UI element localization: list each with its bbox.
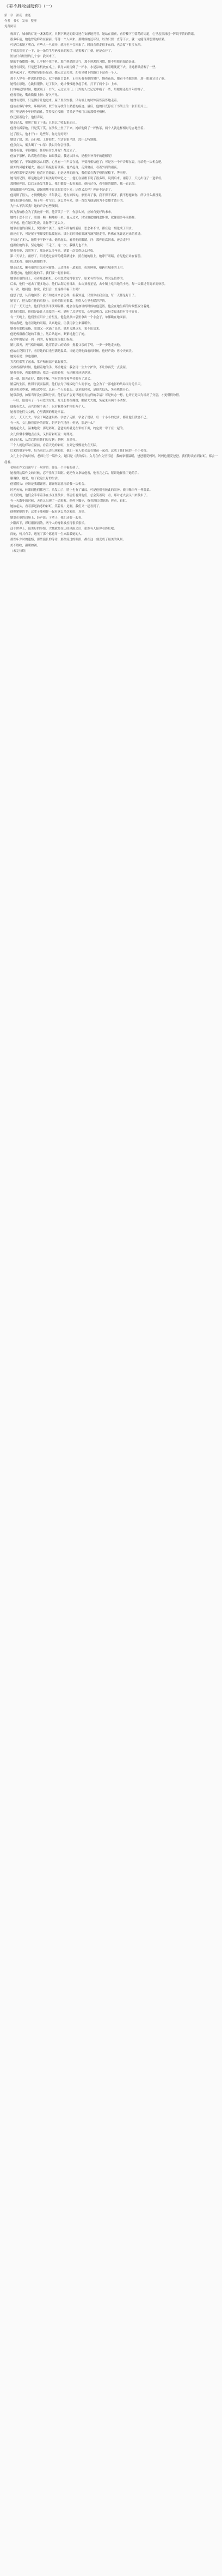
paragraph: 还记得那年夏天吗？他背对着她说，也是这样的雨夜，我们躲在教学楼的屋檐下，等雨停。 <box>10 172 129 175</box>
paragraph: 日子一天天过去，他们的生活平淡却温馨。她会在他加班的时候给他送饭，他会在她生病的时候整夜守着她。 <box>10 305 152 308</box>
paragraph: 他站在客厅中央，环顾四周，似乎在寻找什么熟悉的痕迹。最后，他的目光停在了书架上的一张旧照片上。 <box>10 105 150 108</box>
paragraph: 她没有说话，只是侧身让他进来。屋子里很安静，只有墙上的时钟滴答滴答地走着。 <box>10 99 120 103</box>
paragraph: 而她，何其有幸，遇见了那个愿意用一生来温暖她的人。 <box>10 533 84 537</box>
paragraph: 为什么不告诉我？她的声音有些哽咽。 <box>10 205 61 209</box>
paragraph: 她常常想，如果当年没有那场分别，他们会不会更早地拥有这样的幸福？可是转念一想，也许正是因为经历了分别，才更懂得珍惜。 <box>10 394 182 398</box>
paragraph: 她终于忍不住了，眼泪一颗一颗地掉下来。他走过来，轻轻地把她拥进怀里，就像很多年前那样。 <box>10 216 138 220</box>
paragraph: 有一次，她问他：你说，我们会一直这样幸福下去吗？ <box>10 288 82 292</box>
paragraph: 她的手指微微一颤，几乎握不住手机。那个熟悉的语气，那个熟悉的习惯，她不用猜也知道是谁。 <box>10 60 138 64</box>
paragraph: 有一天，女儿指着窗外的彩虹，奶声奶气地问：妈妈，那是什么？ <box>10 422 96 425</box>
paragraph: 很多年前，她也曾这样站在窗前，等待一个人回来。那时候她还年轻，以为只要一直等下去，就一定能等到想要的结果。 <box>10 38 168 42</box>
paragraph: 时光匆匆，转眼间他们都老了。头发白了，脸上也有了皱纹，可是他们看彼此的眼神，依旧像当年一样温柔。 <box>10 488 152 492</box>
paragraph: 她看着他们父女俩，心里满满的都是幸福。 <box>10 410 67 414</box>
paragraph: 那一刻，阳光正好，微风不燥，所有的等待和坚持都有了意义。 <box>10 377 94 381</box>
paragraph: 他摇摇头：应该是我谢谢你，谢谢你愿意再给我一次机会。 <box>10 483 88 486</box>
paragraph: 老师在作文后面写了一句评语：你是一个幸福的孩子。 <box>10 466 82 470</box>
paragraph: 她靠在他的肩膀上，哭得像个孩子。这些年所有的委屈、思念和不甘，都在这一刻化成了泪水。 <box>10 227 135 231</box>
paragraph: 婚后的生活，依旧平淡而温暖。他们会为了晚饭吃什么而争论，也会为了一部电影的结局而讨论半天。 <box>10 382 144 386</box>
article-body <box>4 32 218 554</box>
paragraph: 那些年少时的遗憾，那些漫长的等待，那些流过的眼泪，都在这一刻变成了最美的风景。 <box>10 538 126 542</box>
paragraph: 他放下茶杯，认真地看着她：如果我说，我这次回来，是想弥补当年的遗憾呢？ <box>10 155 114 159</box>
paragraph: 后来的很多年里，每当雨后天边出现彩虹，他们一家人都会站在窗前一起看。这成了他们家的一个小传统。 <box>10 449 150 453</box>
paragraph: 不知过了多久，她终于平静下来。她抬起头，看着他的眼睛，问：那你这次回来，还会走吗？ <box>10 238 132 242</box>
paragraph: 她走过去，顺着他的目光看向窗外。天边挂着一道彩虹，色彩鲜艳，横跨在城市的上空。 <box>10 266 126 270</box>
paragraph: 她看着他，忽然笑了。那是这么多年来，她第一次笑得这么轻松。 <box>10 249 96 253</box>
paragraph: 后来，他们一起去了很多地方。他们去海边看日出，去山顶看星星，去小镇上吃当地的小吃。每一天都过得简单而快乐。 <box>10 283 168 287</box>
meta-line: 免费阅读 <box>4 25 16 28</box>
paragraph: 一年后，他们有了一个可爱的女儿。女儿长得很像她，眼睛大大的，笑起来有两个小酒窝。 <box>10 399 129 403</box>
paragraph: 有一天散步的时候，天边又出现了一道彩虹。他停下脚步，指着彩虹对她说：你看，彩虹。 <box>10 500 129 503</box>
paragraph: 他抱着女儿，高兴得像个孩子：以后我要保护你们两个人。 <box>10 405 88 409</box>
paragraph: 手机忽然亮了一下，是一条陌生号码发来的短信。她犹豫了片刻，还是点开了。 <box>10 49 114 53</box>
paragraph: 她靠在他的肩膀上，轻声说：下辈子，我们还要一起看。 <box>10 516 84 520</box>
paragraph: 雨还在下，可是屋子里却变得温暖起来。墙上的时钟依旧滴答滴答地走着，仿佛在见证这迟来的重逢。 <box>10 233 144 236</box>
paragraph: 她抬起头，看着那道熟悉的彩虹，笑着说：是啊，我们又一起看到了。 <box>10 505 102 509</box>
paragraph: 他握紧她的手：这辈子能和你一起看这么多次彩虹，真好。 <box>10 510 88 514</box>
paragraph: 他想了想，认真地回答：我不知道未来会怎样，但我知道，只要你在我身边，每一天都是好日子。 <box>10 294 138 297</box>
paragraph: 她抱起女儿，温柔地说：那是彩虹。爸爸妈妈就是在彩虹下面，约定要一辈子在一起的。 <box>10 427 126 431</box>
paragraph: 我说过的，他握住她的手，我们要一起看彩虹。 <box>10 271 73 275</box>
paragraph: 女儿上小学的时候，老师让写一篇作文，题目是《我的家》。女儿在作文里写道：我的家很温暖，爸爸很爱妈妈，妈妈也很爱爸爸。我们每次看到彩虹，都会一起看。 <box>4 455 218 464</box>
paragraph: 有一天晚上，他们坐在阳台上看星星。他忽然从口袋里拿出一个小盒子，单膝跪在她面前。 <box>10 316 129 320</box>
paragraph: 他握住她的手，坚定地说：不走了。这一次，我哪儿也不去。 <box>10 243 90 247</box>
paragraph: 门铃响起的时候，她深吸了一口气，走过去开门。门外的人比记忆中瘦了一些，眉眼却还是当年的样子。 <box>10 88 147 92</box>
paragraph: 谢谢你，她说，给了我这么好的生活。 <box>10 477 61 481</box>
paragraph: 这个世界上，最美好的事情，大概就是在历经风雨之后，依然有人陪你看彩虹吧。 <box>10 527 117 531</box>
paragraph: 那个人穿着一件深色的外套，双手插在口袋里，正抬头看着她的窗户。隔着夜色，她看不清他的脸，却一眼就认出了他。 <box>10 77 168 81</box>
paragraph: 他沉默了很久，才慢慢地说：当年我走，是有原因的。家里出了事，我不得不离开。我不想拖累你，所以什么都没说。 <box>10 193 164 197</box>
meta-line: 第一章 深夜 重逢 <box>4 14 31 17</box>
paragraph: 第二天早上，雨停了。阳光透过窗帘的缝隙洒进来，照在她的脸上。她睁开眼睛，看见他正站在窗前。 <box>10 255 144 259</box>
paragraph: 夜空中的星星一闪一闪的，好像也在为他们祝福。 <box>10 338 76 342</box>
paragraph: （未完待续） <box>10 549 28 553</box>
paragraph: 他把戒指戴在她的手指上，然后站起来，紧紧地抱住了她。 <box>10 332 88 336</box>
paragraph: 照片里是两个年轻的面孔，笑得没心没肺，背景是学校门口的那棵老槐树。 <box>10 110 108 114</box>
paragraph: 她怔怔地看着他，脑子里一片空白。这么多年来，她一直以为他是因为不爱她才离开的。 <box>10 199 126 203</box>
paragraph: 他站在花拱门下，看着她的目光里满是温柔。当她走到他面前的时候，他轻声说：你今天真美。 <box>10 349 135 353</box>
paragraph: 她靠在他的肩上，看着那道彩虹，心里忽然觉得很安宁。原来有些等待，终究是值得的。 <box>10 277 126 281</box>
paragraph: 她笑着说：你也很帅。 <box>10 355 40 358</box>
paragraph: 快过来看。他回头朝她招手。 <box>10 260 49 264</box>
paragraph: 他点点头，低头喝了一口茶：我以为你会怪我。 <box>10 144 73 148</box>
paragraph: 她愣住了，不知道该怎么回答。心里有一个声音在说，不要再相信他了；可是另一个声音却在说，再给他一次机会吧。 <box>10 160 164 164</box>
paragraph: 因为我怕你会为了我放弃一切。他苦笑了一下，你那么好，应该有更好的未来。 <box>10 210 114 214</box>
paragraph: 她想了想，说：还行吧。工作很忙，生活也很平淡，没什么特别的。 <box>10 138 100 142</box>
paragraph: 交换戒指的时候，他握着她的手，郑重地说：我会用一生去守护你，不让你再受一点委屈。 <box>10 366 129 370</box>
paragraph: 她看到这篇作文的时候，忍不住红了眼眶。她把作文拿给他看，他看完之后，紧紧地握住了她的手。 <box>10 472 141 476</box>
paragraph: 她看着那枚戒指，眼泪又一次涌了出来。她用力地点头，说不出话来。 <box>10 327 102 331</box>
paragraph: 她走过去，把照片扣了下来：只是忘了收起来而已。 <box>10 121 78 125</box>
paragraph: 她看着他，平静地说：怪你有什么用呢？都过去了。 <box>10 149 78 153</box>
document-title: 《美不胜收温暖你》（一） <box>4 4 54 9</box>
paragraph: 每天傍晚，他们会手牵着手在小区里散步。邻居们看到他们，总会笑着说：看，那对老夫妻又出来散步了。 <box>10 494 150 497</box>
paragraph: 她笑了，把头靠在他的肩膀上。窗外的阳光很暖，照得人心里也暖洋洋的。 <box>10 299 108 303</box>
paragraph: 可是后来她才明白，有些人一旦离开，就再也不会回来了。时间会带走很多东西，也会留下很多东西。 <box>10 44 144 47</box>
paragraph: 偶尔也会吵架，但每次吵完，总有一个人先低头。更多的时候，是他先低头，笑着哄她开心。 <box>10 388 132 392</box>
paragraph: 夜深了，城市的灯光一盏盏熄灭，只剩下路边的街灯还在安静地亮着。她站在窗前，看着楼下空荡荡的街道，心里忽然涌起一阵说不清的情绪。 <box>10 33 197 36</box>
paragraph: 她看着他，也郑重地说：我会一直陪着你，无论顺境还是逆境。 <box>10 372 94 375</box>
paragraph: 窗外起风了，吹得窗帘轻轻晃动。她走过去关窗，却看见楼下的路灯下站着一个人。 <box>10 71 120 75</box>
paragraph: 宾客们都笑了起来，掌声和祝福声此起彼伏。 <box>10 360 70 364</box>
paragraph: 他走过来，从背后抱住她们母女俩：是啊，真漂亮。 <box>10 438 78 442</box>
paragraph: 女儿一天天长大，学会了叫爸爸妈妈，学会了走路，学会了说话。每一个小小的进步，都让他们欣喜不已。 <box>10 416 150 420</box>
paragraph: 夕阳西下，彩虹渐渐消散，两个人的身影被拉得很长很长。 <box>10 521 88 525</box>
paragraph: 那时候你说，以后无论发生什么，我们都要一起看彩虹。他转过身，看着她的眼睛，我一直记得。 <box>10 182 138 186</box>
paragraph: 短信只有短短的几个字：我回来了。 <box>10 54 58 58</box>
meta-block <box>4 13 218 29</box>
paragraph: 美不胜收，温暖如初。 <box>10 544 40 547</box>
paragraph: 她的眼眶有些发热，却倔强地不肯让眼泪掉下来：记得又怎样？你还不是走了。 <box>10 188 114 192</box>
paragraph: 她当然记得。那是她这辈子最美好的回忆之一。他们在屋檐下说了很多话，说到后来，雨停了，天边出现了一道彩虹。 <box>10 177 164 181</box>
paragraph: 婚礼那天，天气格外晴朗。她穿着洁白的婚纱，挽着父亲的手臂，一步一步地走向他。 <box>10 344 123 348</box>
paragraph: 你还留着这个。他轻声说。 <box>10 116 46 120</box>
paragraph: 她没有回复，只是把手机放在桌上，转身去厨房倒了一杯水。水是凉的，顺着喉咙流下去，让她稍微清醒了一些。 <box>10 66 158 70</box>
paragraph: 对不起，他在她耳边说，让你等了这么久。 <box>10 221 67 225</box>
meta-line: 作者 书名 发布 整理 <box>4 20 37 23</box>
paragraph: 三个人就这样站在窗前，看着天边的彩虹，直到它慢慢消失在天际。 <box>10 444 100 448</box>
paragraph: 他看着她，嘴角微微上扬：好久不见。 <box>10 94 61 98</box>
paragraph: 朋友们都说，他们是最让人羡慕的一对。她听了总是笑笑，心里却明白，这份幸福来得有多不容易。 <box>10 310 141 314</box>
paragraph: 过了很久，他才开口：这些年，你过得好吗？ <box>10 132 70 136</box>
paragraph: 窗外的风越来越大，雨点开始敲打着玻璃。他站起身，走到窗前，看着外面的雨夜。 <box>10 166 120 169</box>
paragraph: 女儿似懂非懂地点点头，又指着彩虹说：好漂亮。 <box>10 433 76 436</box>
paragraph: 她愣在原地，心跳得很快。过了很久，她才慢慢地拿起手机，打下了两个字：上来。 <box>10 82 120 86</box>
paragraph: 他没有拆穿她，只是笑了笑，在沙发上坐了下来。她给他倒了一杯热茶，两个人就这样相对无言地坐着。 <box>10 127 147 131</box>
paragraph: 嫁给我吧。他看着她的眼睛，认真地说，让我用余生来温暖你。 <box>10 321 94 325</box>
